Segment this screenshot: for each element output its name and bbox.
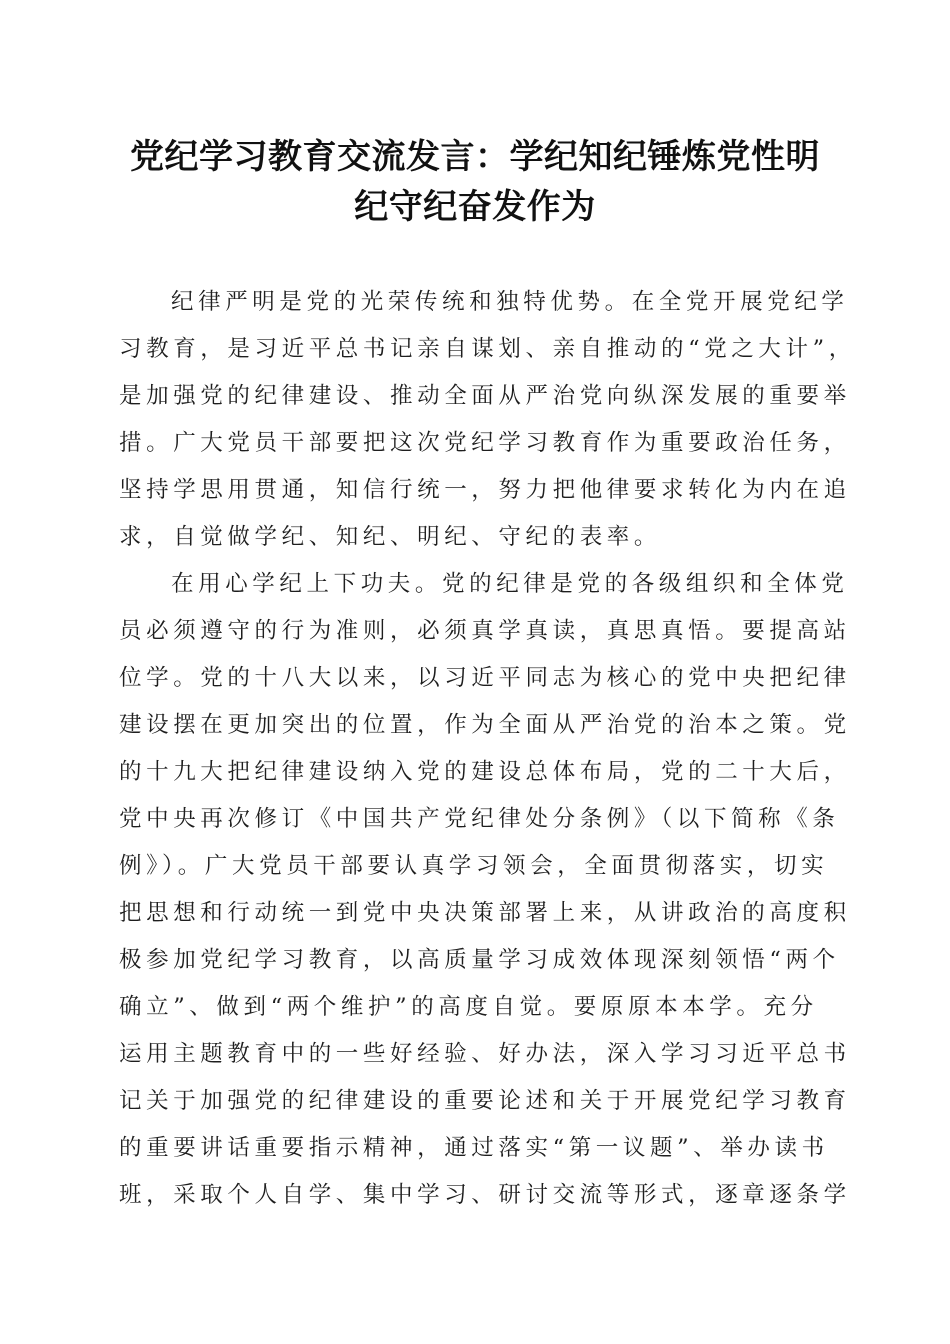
paragraph-line: 的十九大把纪律建设纳入党的建设总体布局，党的二十大后，	[119, 759, 851, 785]
title-line: 党纪学习教育交流发言：学纪知纪锤炼党性明	[130, 137, 820, 177]
paragraph-line: 确立”、做到“两个维护”的高度自觉。要原原本本学。充分	[119, 994, 818, 1020]
paragraph-line: 建设摆在更加突出的位置，作为全面从严治党的治本之策。党	[119, 712, 851, 738]
document-body	[119, 279, 856, 1219]
paragraph-line: 坚持学思用贯通，知信行统一，努力把他律要求转化为内在追	[119, 477, 851, 503]
paragraph-line: 运用主题教育中的一些好经验、好办法，深入学习习近平总书	[119, 1041, 851, 1067]
paragraph-line: 是加强党的纪律建设、推动全面从严治党向纵深发展的重要举	[119, 383, 851, 409]
title-line: 纪守纪奋发作为	[354, 187, 596, 227]
paragraph-line: 位学。党的十八大以来，以习近平同志为核心的党中央把纪律	[119, 665, 851, 691]
paragraph-line: 记关于加强党的纪律建设的重要论述和关于开展党纪学习教育	[119, 1088, 851, 1114]
paragraph-line: 员必须遵守的行为准则，必须真学真读，真思真悟。要提高站	[119, 618, 851, 644]
paragraph-line: 例》）。广大党员干部要认真学习领会，全面贯彻落实，切实	[119, 853, 829, 879]
paragraph-line: 措。广大党员干部要把这次党纪学习教育作为重要政治任务，	[119, 430, 851, 456]
paragraph-line: 求，自觉做学纪、知纪、明纪、守纪的表率。	[119, 524, 662, 550]
paragraph-line: 习教育，是习近平总书记亲自谋划、亲自推动的“党之大计”，	[119, 336, 856, 362]
paragraph-line: 极参加党纪学习教育，以高质量学习成效体现深刻领悟“两个	[119, 947, 840, 973]
paragraph-line: 班，采取个人自学、集中学习、研讨交流等形式，逐章逐条学	[119, 1182, 851, 1208]
paragraph-2	[119, 561, 851, 1219]
paragraph-1	[119, 279, 856, 561]
paragraph-line: 在用心学纪上下功夫。党的纪律是党的各级组织和全体党	[171, 571, 849, 597]
paragraph-line: 的重要讲话重要指示精神，通过落实“第一议题”、举办读书	[119, 1135, 829, 1161]
paragraph-line: 党中央再次修订《中国共产党纪律处分条例》（以下简称《条	[119, 806, 840, 832]
document-title	[110, 132, 840, 232]
paragraph-line: 把思想和行动统一到党中央决策部署上来，从讲政治的高度积	[119, 900, 851, 926]
paragraph-line: 纪律严明是党的光荣传统和独特优势。在全党开展党纪学	[171, 289, 849, 315]
